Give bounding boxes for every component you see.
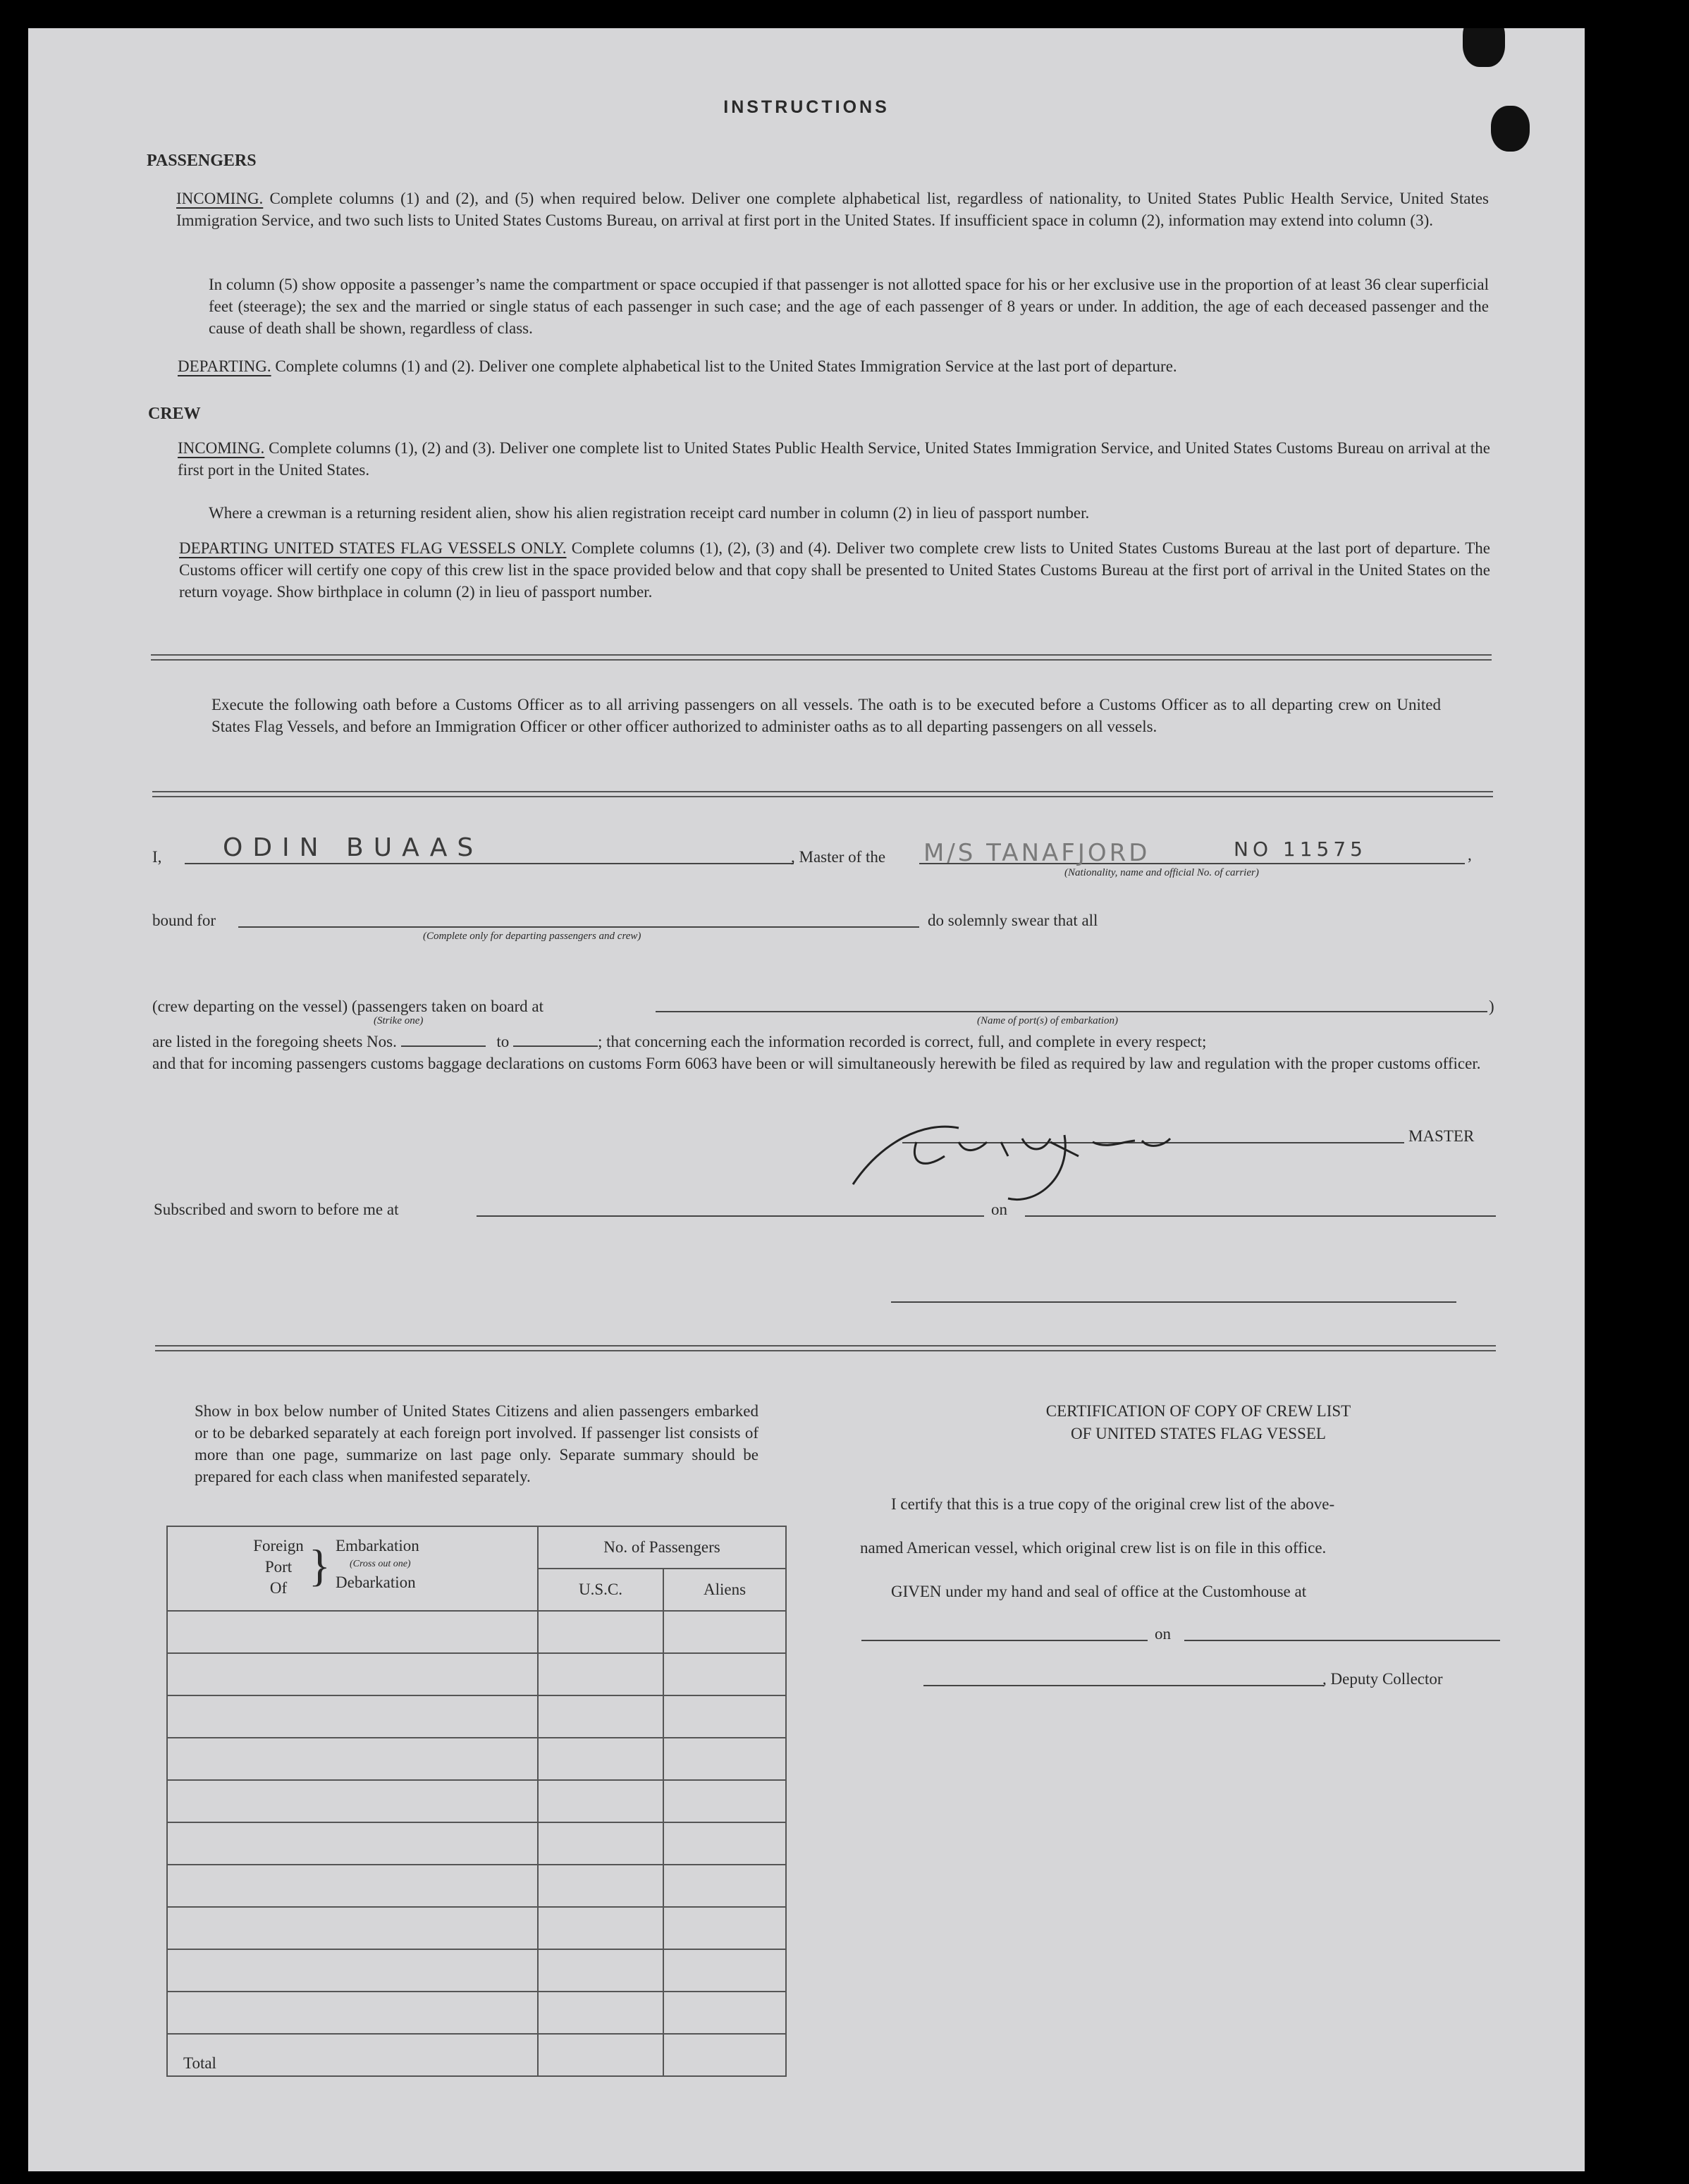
master-label: MASTER (1408, 1127, 1475, 1145)
oath-intro-paragraph: Execute the following oath before a Customs Officer as to all arriving passengers on all vessels. The oath is to be executed before a Customs Officer as to all departing crew on United States Flag Vessels, and before an Immigration Officer or other officer authorized to administer oaths as to all departing passengers on all vessels. (211, 696, 1441, 735)
crew-departing-paragraph (179, 537, 1490, 603)
no-passengers-header: No. of Passengers (538, 1526, 786, 1569)
passengers-incoming-text: Complete columns (1) and (2), and (5) when required below. Deliver one complete alphabetical list, regardless of nationality, to United States Public Health Service, United States Immigration Service, and two such lists to United States Customs Bureau, on arrival at first port in the United States. If insufficient space in column (2), information may extend into column (3). (176, 190, 1489, 229)
usc-cell[interactable] (538, 1907, 663, 1949)
master-name-field[interactable] (185, 863, 794, 864)
vessel-trailing-comma: , (1468, 846, 1472, 864)
usc-header: U.S.C. (538, 1569, 663, 1611)
passengers-incoming-paragraph (176, 188, 1489, 231)
table-row (167, 1780, 786, 1822)
port-cell[interactable] (167, 1949, 538, 1992)
passengers-departing-label: DEPARTING. (178, 357, 271, 375)
col-crossout: (Cross out one) (350, 1559, 411, 1569)
subscribed-on-label: on (991, 1201, 1007, 1218)
table-row (167, 1695, 786, 1738)
crew-incoming-paragraph (178, 437, 1490, 481)
deputy-collector-signature-field[interactable] (923, 1685, 1324, 1686)
certification-line-2: named American vessel, which original crew list is on file in this office. (860, 1539, 1327, 1557)
col-debarkation: Debarkation (336, 1573, 416, 1591)
aliens-cell[interactable] (663, 1907, 786, 1949)
certification-title-2: OF UNITED STATES FLAG VESSEL (1071, 1425, 1326, 1442)
certification-line-3: GIVEN under my hand and seal of office at the Customhouse at (891, 1583, 1307, 1600)
total-usc-cell[interactable] (538, 2034, 663, 2076)
certification-date-field[interactable] (1184, 1640, 1500, 1641)
table-row (167, 1738, 786, 1780)
usc-cell[interactable] (538, 1695, 663, 1738)
official-signature-field[interactable] (891, 1301, 1456, 1303)
aliens-header: Aliens (663, 1569, 786, 1611)
table-row (167, 1992, 786, 2034)
aliens-cell[interactable] (663, 1992, 786, 2034)
subscribed-place-field[interactable] (477, 1215, 984, 1217)
total-row (167, 2034, 786, 2076)
usc-cell[interactable] (538, 1653, 663, 1695)
bound-for-label: bound for (152, 912, 216, 929)
bound-for-field[interactable] (238, 926, 919, 928)
col-embarkation: Embarkation (336, 1537, 419, 1554)
total-label: Total (167, 2034, 538, 2076)
brace-icon: } (309, 1540, 331, 1590)
passengers-heading: PASSENGERS (147, 152, 257, 170)
passengers-column5-paragraph: In column (5) show opposite a passenger’s name the compartment or space occupied if that passenger is not allotted space for his or her exclusive use in the proportion of at least 36 clear superficial feet (steerage); the sex and the married or single status of each passenger in such case; and the age of each passenger of 8 years or under. In addition, the age of each deceased passenger and the cause of death shall be shown, regardless of class. (209, 276, 1490, 337)
strike-one-caption: (Strike one) (374, 1015, 424, 1026)
usc-cell[interactable] (538, 1738, 663, 1780)
table-row (167, 1949, 786, 1992)
port-cell[interactable] (167, 1865, 538, 1907)
usc-cell[interactable] (538, 1865, 663, 1907)
sheets-line (152, 1031, 1492, 1053)
crew-heading: CREW (148, 405, 201, 423)
col-port: Port (264, 1558, 293, 1576)
passengers-incoming-label: INCOMING. (176, 190, 264, 207)
close-paren: ) (1489, 998, 1494, 1015)
aliens-cell[interactable] (663, 1822, 786, 1865)
swear-label: do solemnly swear that all (928, 912, 1098, 929)
col-of: Of (269, 1579, 288, 1597)
table-row (167, 1865, 786, 1907)
passengers-departing-text: Complete columns (1) and (2). Deliver one complete alphabetical list to the United States Immigration Service at the last port of departure. (275, 357, 1177, 375)
divider-2 (152, 791, 1493, 797)
aliens-cell[interactable] (663, 1611, 786, 1653)
usc-cell[interactable] (538, 1822, 663, 1865)
crew-departing-text: Complete columns (1), (2), (3) and (4). Deliver two complete crew lists to United States Customs Bureau at the last port of departure. The Customs officer will certify one copy of this crew list in the space provided below and that copy shall be presented to United States Customs Bureau at the first port of arrival in the United States on the return voyage. Show birthplace in column (2) in lieu of passport number. (179, 539, 1490, 601)
port-cell[interactable] (167, 1695, 538, 1738)
total-aliens-cell[interactable] (663, 2034, 786, 2076)
crew-incoming-label: INCOMING. (178, 439, 265, 457)
usc-cell[interactable] (538, 1949, 663, 1992)
master-of-label: , Master of the (791, 848, 886, 866)
certification-title-1: CERTIFICATION OF COPY OF CREW LIST (1045, 1402, 1351, 1420)
oath-i-label: I, (152, 848, 162, 866)
table-row (167, 1611, 786, 1653)
certification-on-label: on (1155, 1625, 1171, 1643)
table-row (167, 1653, 786, 1695)
subscribed-label: Subscribed and sworn to before me at (154, 1201, 399, 1218)
aliens-cell[interactable] (663, 1738, 786, 1780)
aliens-cell[interactable] (663, 1695, 786, 1738)
customhouse-field[interactable] (861, 1640, 1148, 1641)
summary-intro: Show in box below number of United States Citizens and alien passengers embarked or to be debarked separately at each foreign port involved. If passenger list consists of more than one page, summarize on last page only. Separate summary should be prepared for each class when manifested separately. (195, 1402, 758, 1485)
document-page (28, 28, 1585, 2171)
vessel-caption: (Nationality, name and official No. of carrier) (1064, 867, 1259, 878)
table-row (167, 1822, 786, 1865)
port-of-embarkation-field[interactable] (656, 1011, 1487, 1012)
port-cell[interactable] (167, 1738, 538, 1780)
sheets-post: ; that concerning each the information recorded is correct, full, and complete in every respect; (597, 1033, 1207, 1050)
certification-line-1: I certify that this is a true copy of the original crew list of the above- (891, 1495, 1335, 1513)
master-name-handwritten: ODIN BUAAS (223, 833, 484, 862)
master-signature (839, 1100, 1276, 1220)
port-cell[interactable] (167, 1611, 538, 1653)
sheets-from-field[interactable] (401, 1045, 486, 1047)
usc-cell[interactable] (538, 1780, 663, 1822)
usc-cell[interactable] (538, 1611, 663, 1653)
passenger-summary-table (166, 1526, 787, 2077)
passengers-departing-paragraph (178, 355, 1489, 377)
subscribed-date-field[interactable] (1025, 1215, 1496, 1217)
bound-for-caption: (Complete only for departing passengers and crew) (423, 931, 641, 942)
port-cell[interactable] (167, 1907, 538, 1949)
vessel-stamp: M/S TANAFJORD (923, 839, 1150, 867)
port-cell[interactable] (167, 1780, 538, 1822)
aliens-cell[interactable] (663, 1780, 786, 1822)
foreign-port-header (167, 1526, 538, 1611)
oath-rest-paragraph: and that for incoming passengers customs baggage declarations on customs Form 6063 have been or will simultaneously herewith be filed as required by law and regulation with the proper customs officer. (152, 1055, 1481, 1072)
aliens-cell[interactable] (663, 1653, 786, 1695)
vessel-number-handwritten: NO 11575 (1234, 838, 1367, 861)
port-cell[interactable] (167, 1822, 538, 1865)
crew-resident-paragraph: Where a crewman is a returning resident alien, show his alien registration receipt card number in column (2) in lieu of passport number. (209, 504, 1090, 522)
table-row (167, 1907, 786, 1949)
page-title: INSTRUCTIONS (723, 97, 890, 117)
col-foreign: Foreign (253, 1537, 304, 1554)
crew-departing-label: DEPARTING UNITED STATES FLAG VESSELS ONLY. (179, 539, 567, 557)
crew-departing-strike-text: (crew departing on the vessel) (passengers taken on board at (152, 998, 543, 1015)
divider-3 (155, 1345, 1496, 1351)
sheets-to-field[interactable] (513, 1045, 598, 1047)
crew-incoming-text: Complete columns (1), (2) and (3). Deliver one complete list to United States Public Health Service, United States Immigration Service, and United States Customs Bureau on arrival at the first port in the United States. (178, 439, 1490, 479)
aliens-cell[interactable] (663, 1949, 786, 1992)
sheets-pre: are listed in the foregoing sheets Nos. (152, 1033, 397, 1050)
port-caption: (Name of port(s) of embarkation) (977, 1015, 1118, 1026)
sheets-to: to (496, 1033, 510, 1050)
port-cell[interactable] (167, 1992, 538, 2034)
deputy-collector-label: , Deputy Collector (1322, 1670, 1443, 1688)
scan-blot-top-right (1463, 28, 1505, 67)
aliens-cell[interactable] (663, 1865, 786, 1907)
port-cell[interactable] (167, 1653, 538, 1695)
usc-cell[interactable] (538, 1992, 663, 2034)
divider-1 (151, 654, 1492, 661)
